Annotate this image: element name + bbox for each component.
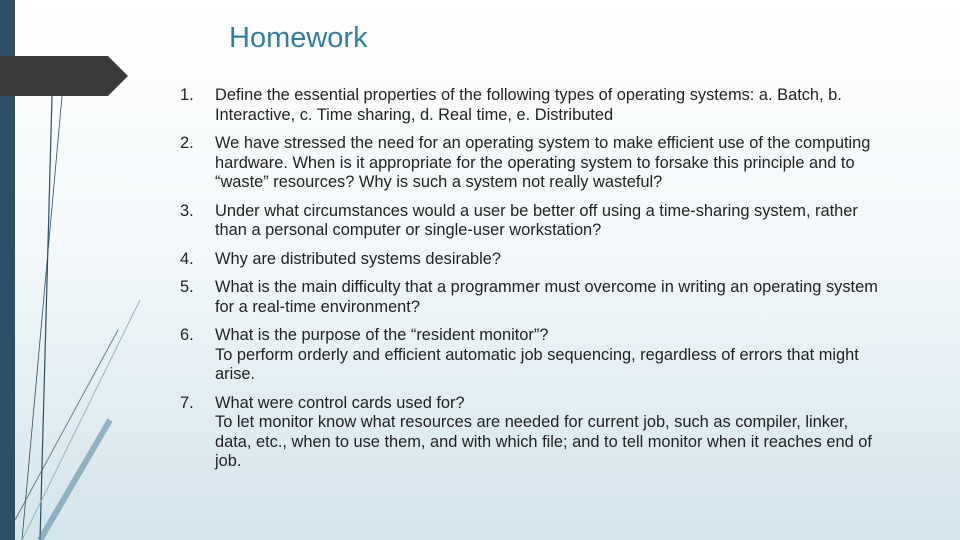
homework-item [180, 278, 880, 317]
item-number: 1. [180, 86, 194, 104]
item-line: To let monitor know what resources are needed for current job, such as compiler, linker, data, etc., when to use them, and with which file; and to tell monitor when it reaches end of job. [215, 413, 872, 470]
item-number: 6. [180, 326, 194, 344]
homework-item [180, 202, 880, 241]
item-line: Under what circumstances would a user be better off using a time-sharing system, rather than a personal computer or single-user workstation? [215, 201, 858, 239]
item-line: To perform orderly and efficient automatic job sequencing, regardless of errors that might arise. [215, 345, 859, 383]
item-text [215, 250, 880, 270]
homework-item [180, 250, 880, 270]
homework-item [180, 86, 880, 125]
title-tab-arrow [0, 56, 128, 96]
item-line: We have stressed the need for an operating system to make efficient use of the computing hardware. When is it appropriate for the operating system to forsake this principle and to “waste” resources? Why is such a system not really wasteful? [215, 134, 871, 191]
item-number: 5. [180, 278, 194, 296]
item-text [215, 86, 880, 125]
item-number: 7. [180, 393, 194, 412]
item-line: What is the main difficulty that a programmer must overcome in writing an operating system for a real-time environment? [215, 278, 878, 316]
item-text [215, 326, 880, 385]
homework-list [180, 86, 880, 472]
slide-title: Homework [229, 22, 368, 54]
item-text [215, 278, 880, 317]
homework-item [180, 134, 880, 193]
homework-item [180, 394, 880, 472]
item-line: Define the essential properties of the following types of operating systems: a. Batch, b. Interactive, c. Time sharing, d. Real time, e. Distributed [215, 86, 842, 124]
item-number: 3. [180, 201, 194, 220]
item-text [215, 394, 880, 472]
item-number: 2. [180, 134, 194, 152]
item-line: What were control cards used for? [215, 393, 465, 412]
item-line: Why are distributed systems desirable? [215, 249, 502, 268]
homework-item [180, 326, 880, 385]
item-number: 4. [180, 249, 194, 268]
item-line: What is the purpose of the “resident monitor”? [215, 326, 549, 344]
item-text [215, 134, 880, 193]
item-text [215, 202, 880, 241]
